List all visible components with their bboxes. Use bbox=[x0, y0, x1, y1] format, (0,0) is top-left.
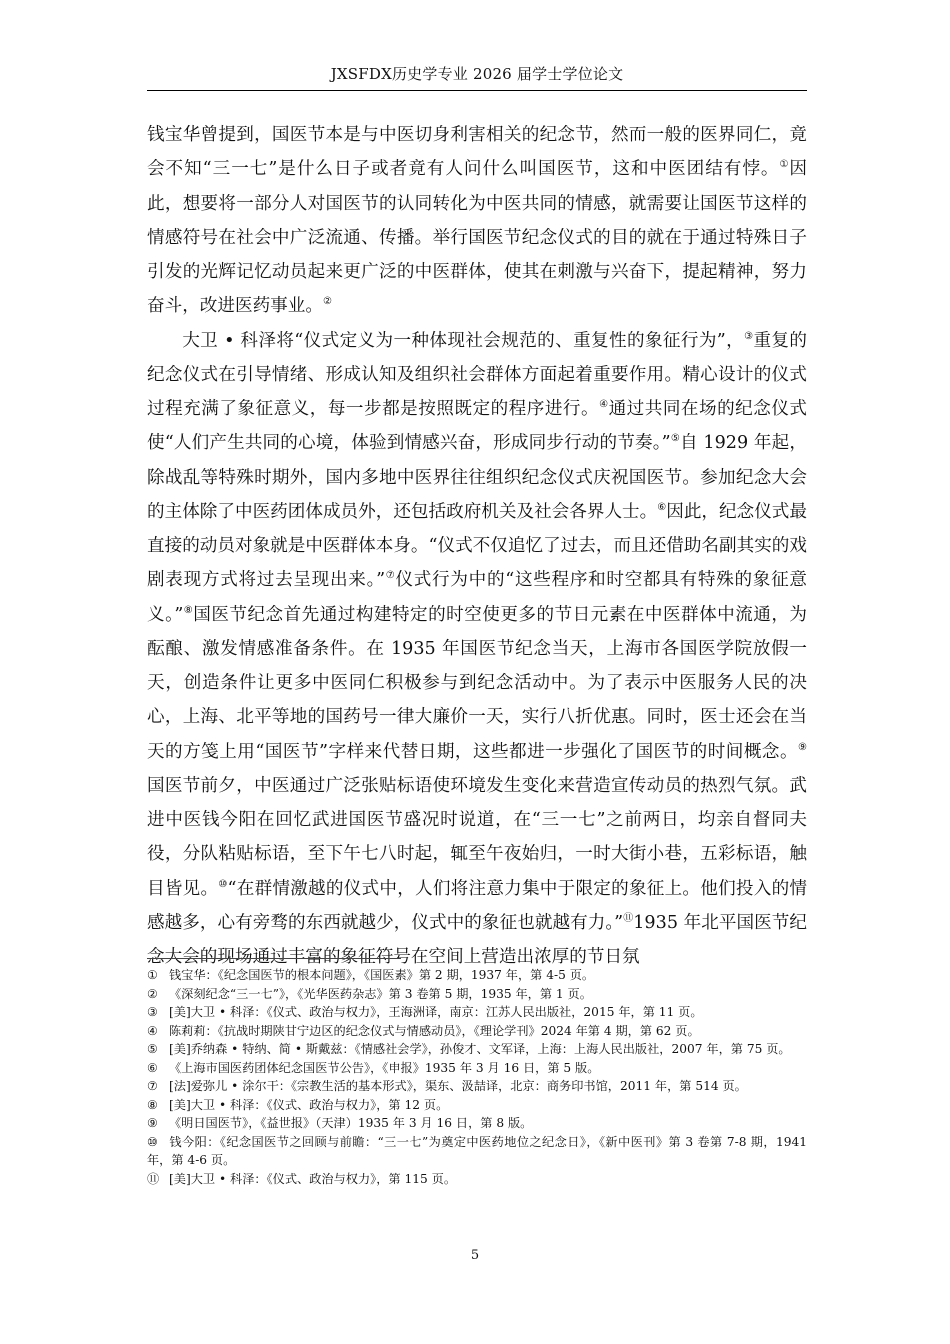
footnote-ref-9[interactable]: ⑨ bbox=[798, 741, 807, 753]
thesis-header-title: JXSFDX历史学专业 2026 届学士学位论文 bbox=[330, 65, 624, 83]
footnote-10: ⑩ 钱今阳：《纪念国医节之回顾与前瞻：“三一七”为奠定中医药地位之纪念日》，《新中医刊》第 3 卷第 7-8 期，1941 年，第 4-6 页。 bbox=[147, 1134, 807, 1167]
footnote-7: ⑦ [法]爱弥儿 • 涂尔干：《宗教生活的基本形式》，渠东、汲喆译，北京：商务印书馆，2011 年，第 514 页。 bbox=[147, 1079, 747, 1093]
footnote-divider bbox=[147, 958, 401, 959]
footnote-ref-1[interactable]: ① bbox=[779, 159, 790, 171]
body-text bbox=[147, 118, 807, 974]
page-header bbox=[147, 64, 807, 91]
footnote-4: ④ 陈莉莉：《抗战时期陕甘宁边区的纪念仪式与情感动员》，《理论学刊》2024 年第 4 期，第 62 页。 bbox=[147, 1023, 700, 1038]
footnote-9: ⑨ 《明日国医节》，《益世报》（天津）1935 年 3 月 16 日，第 8 版。 bbox=[147, 1116, 533, 1130]
footnote-ref-8[interactable]: ⑧ bbox=[183, 604, 194, 616]
footnote-11: ⑪ [美]大卫 • 科泽：《仪式、政治与权力》，第 115 页。 bbox=[147, 1171, 457, 1186]
footnote-ref-2[interactable]: ② bbox=[322, 296, 332, 308]
footnote-ref-11[interactable]: ⑪ bbox=[623, 912, 634, 924]
paragraph-1: 钱宝华曾提到，国医节本是与中医切身利害相关的纪念节，然而一般的医界同仁，竟会不知“三一七”是什么日子或者竟有人问什么叫国医节，这和中医团结有悖。①因此，想要将一部分人对国医节的认同转化为中医共同的情感，就需要让国医节这样的情感符号在社会中广泛流通、传播。举行国医节纪念仪式的目的就在于通过特殊日子引发的光辉记忆动员起来更广泛的中医群体，使其在刺激与兴奋下，提起精神，努力奋斗，改进医药事业。② bbox=[147, 125, 807, 317]
footnote-3: ③ [美]大卫 • 科泽：《仪式、政治与权力》，王海洲译，南京：江苏人民出版社，2015 年，第 11 页。 bbox=[147, 1005, 703, 1019]
footnote-ref-3[interactable]: ③ bbox=[744, 330, 754, 342]
footnote-8: ⑧ [美]大卫 • 科泽：《仪式、政治与权力》，第 12 页。 bbox=[147, 1097, 449, 1112]
footnote-5: ⑤ [美]乔纳森 • 特纳、简 • 斯戴兹：《情感社会学》，孙俊才、文军译，上海：上海人民出版社，2007 年，第 75 页。 bbox=[147, 1042, 791, 1056]
footnote-2: ② 《深刻纪念“三一七”》，《光华医药杂志》第 3 卷第 5 期，1935 年，第 1 页。 bbox=[147, 986, 592, 1001]
footnote-ref-7[interactable]: ⑦ bbox=[385, 570, 396, 582]
footnote-ref-5[interactable]: ⑤ bbox=[670, 433, 680, 445]
footnote-1: ① 钱宝华：《纪念国医节的根本问题》，《国医素》第 2 期，1937 年，第 4-5 页。 bbox=[147, 968, 595, 982]
footnote-ref-6[interactable]: ⑥ bbox=[657, 501, 667, 513]
page-number: 5 bbox=[470, 1248, 480, 1263]
footnote-ref-10[interactable]: ⑩ bbox=[218, 878, 228, 890]
footnotes bbox=[147, 966, 807, 1188]
paragraph-2: 大卫 • 科泽将“仪式定义为一种体现社会规范的、重复性的象征行为”，③重复的纪念仪式在引导情绪、形成认知及组织社会群体方面起着重要作用。精心设计的仪式过程充满了象征意义，每一步都是按照既定的程序进行。④通过共同在场的纪念仪式使“人们产生共同的心境，体验到情感兴奋，形成同步行动的节奏。”⑤自 1929 年起，除战乱等特殊时期外，国内多地中医界往往组织纪念仪式庆祝国医节。参加纪念大会的主体除了中医药团体成员外，还包括政府机关及社会各界人士。⑥因此，纪念仪式最直接的动员对象就是中医群体本身。“仪式不仅追忆了过去，而且还借助名副其实的戏剧表现方式将过去呈现出来。”⑦仪式行为中的“这些程序和时空都具有特殊的象征意义。”⑧国医节纪念首先通过构建特定的时空使更多的节日元素在中医群体中流通，为酝酿、激发情感准备条件。在 1935 年国医节纪念当天，上海市各国医学院放假一天，创造条件让更多中医同仁积极参与到纪念活动中。为了表示中医服务人民的决心，上海、北平等地的国药号一律大廉价一天，实行八折优惠。同时，医士还会在当天的方笺上用“国医节”字样来代替日期，这些都进一步强化了国医节的时间概念。⑨国医节前夕，中医通过广泛张贴标语使环境发生变化来营造宣传动员的热烈气氛。武进中医钱今阳在回忆武进国医节盛况时说道，在“三一七”之前两日，均亲自督同夫役，分队粘贴标语，至下午七八时起，辄至午夜始归，一时大街小巷，五彩标语，触目皆见。⑩“在群情激越的仪式中，人们将注意力集中于限定的象征上。他们投入的情感越多，心有旁骛的东西就越少，仪式中的象征也就越有力。”⑪1935 年北平国医节纪念大会的现场通过丰富的象征符号在空间上营造出浓厚的节日氛 bbox=[147, 330, 807, 967]
footnote-ref-4[interactable]: ④ bbox=[599, 399, 609, 411]
footnote-6: ⑥ 《上海市国医药团体纪念国医节公告》，《申报》1935 年 3 月 16 日，第 5 版。 bbox=[147, 1060, 600, 1075]
